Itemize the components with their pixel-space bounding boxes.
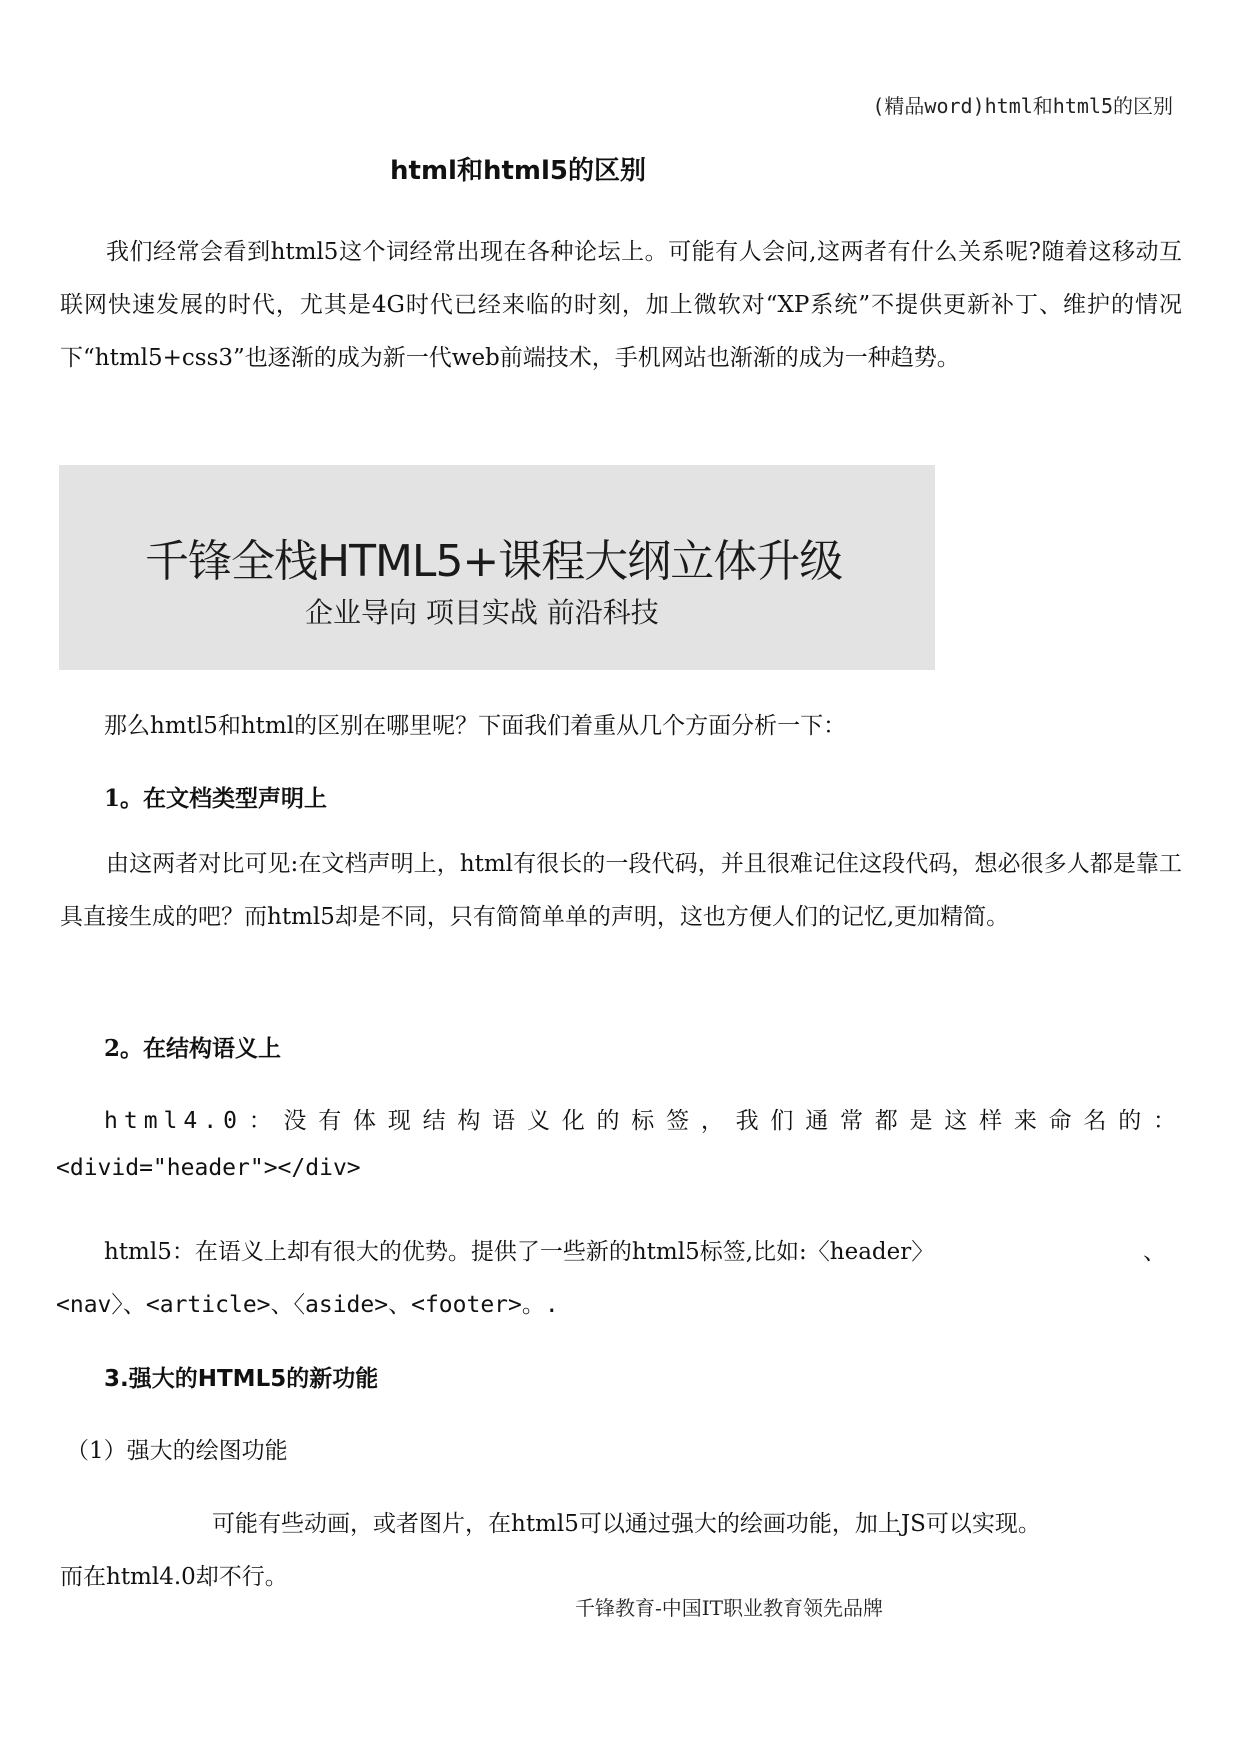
- html4-code-example: <divid="header"></div>: [56, 1155, 361, 1181]
- section-1-heading: 1。在文档类型声明上: [104, 785, 328, 812]
- intro-paragraph: 我们经常会看到html5这个词经常出现在各种论坛上。可能有人会问,这两者有什么关系呢?随着这移动互联网快速发展的时代，尤其是4G时代已经来临的时刻，加上微软对“XP系统”不提供更新补丁、维护的情况下“html5+css3”也逐渐的成为新一代web前端技术，手机网站也渐渐的成为一种趋势。: [60, 239, 1182, 371]
- section-3-heading: 3.强大的HTML5的新功能: [104, 1366, 379, 1392]
- drawing-feature-line-1: 可能有些动画，或者图片，在html5可以通过强大的绘画功能，加上JS可以实现。: [212, 1511, 1041, 1537]
- page-footer: 千锋教育-中国IT职业教育领先品牌: [575, 1596, 883, 1620]
- section-3-subheading: （1）强大的绘图功能: [66, 1438, 288, 1464]
- running-header: (精品word)html和html5的区别: [872, 94, 1173, 118]
- section-1-body: 由这两者对比可见:在文档声明上，html有很长的一段代码，并且很难记住这段代码，想必很多人都是靠工具直接生成的吧？而html5却是不同，只有简简单单的声明，这也方便人们的记忆,更加精简。: [60, 851, 1182, 930]
- course-banner: [59, 465, 935, 670]
- section-2-heading: 2。在结构语义上: [104, 1035, 282, 1062]
- html5-separator: 、: [1143, 1239, 1166, 1265]
- lead-paragraph: 那么hmtl5和html的区别在哪里呢？下面我们着重从几个方面分析一下：: [104, 713, 847, 739]
- banner-subtitle: 企业导向 项目实战 前沿科技: [305, 596, 659, 629]
- html5-tag-list: <nav〉、<article>、〈aside>、<footer>。.: [56, 1292, 559, 1318]
- drawing-feature-line-2: 而在html4.0却不行。: [60, 1564, 288, 1590]
- document-title: html和html5的区别: [390, 156, 646, 186]
- html5-description: html5：在语义上却有很大的优势。提供了一些新的html5标签,比如:〈header〉: [104, 1239, 935, 1265]
- banner-title: 千锋全栈HTML5+课程大纲立体升级: [145, 536, 843, 587]
- html4-description: html4.0：没有体现结构语义化的标签，我们通常都是这样来命名的：: [104, 1108, 1182, 1134]
